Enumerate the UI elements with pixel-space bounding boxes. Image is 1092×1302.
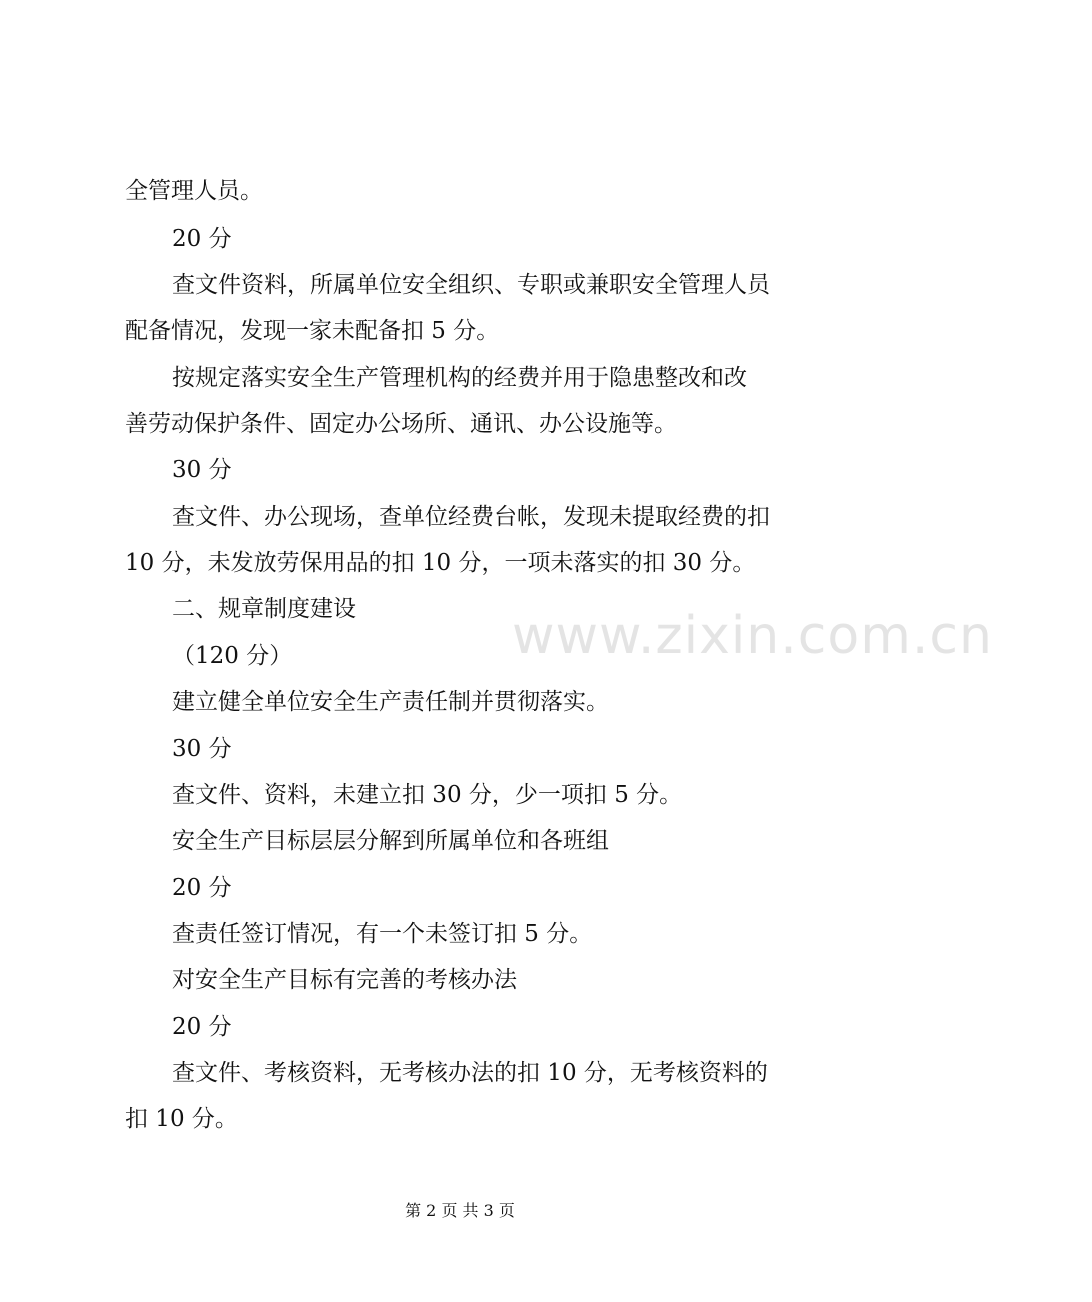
text-line: 善劳动保护条件、固定办公场所、通讯、办公设施等。	[125, 411, 677, 437]
text-line: 查文件、办公现场，查单位经费台帐，发现未提取经费的扣	[172, 504, 770, 530]
text-line: 30 分	[172, 736, 232, 762]
text-line: 查文件、资料，未建立扣 30 分，少一项扣 5 分。	[172, 782, 683, 808]
text-line: 查文件资料，所属单位安全组织、专职或兼职安全管理人员	[172, 272, 770, 298]
text-line: 配备情况，发现一家未配备扣 5 分。	[125, 318, 500, 344]
text-line: 查责任签订情况，有一个未签订扣 5 分。	[172, 921, 593, 947]
text-line: 建立健全单位安全生产责任制并贯彻落实。	[172, 689, 609, 715]
text-line: 安全生产目标层层分解到所属单位和各班组	[172, 828, 609, 854]
text-line: 查文件、考核资料，无考核办法的扣 10 分，无考核资料的	[172, 1060, 768, 1086]
section-heading: 二、规章制度建设	[172, 596, 356, 622]
text-line: 全管理人员。	[125, 178, 263, 204]
page-footer: 第 2 页 共 3 页	[405, 1201, 515, 1220]
text-line: 对安全生产目标有完善的考核办法	[172, 967, 517, 993]
watermark: www.zixin.com.cn	[512, 606, 993, 666]
text-line: 20 分	[172, 1014, 232, 1040]
text-line: 20 分	[172, 226, 232, 252]
text-line: 10 分，未发放劳保用品的扣 10 分，一项未落实的扣 30 分。	[125, 550, 756, 576]
text-line: 扣 10 分。	[125, 1106, 238, 1132]
text-line: 按规定落实安全生产管理机构的经费并用于隐患整改和改	[172, 365, 747, 391]
section-score: （120 分）	[172, 643, 293, 669]
text-line: 30 分	[172, 457, 232, 483]
text-line: 20 分	[172, 875, 232, 901]
